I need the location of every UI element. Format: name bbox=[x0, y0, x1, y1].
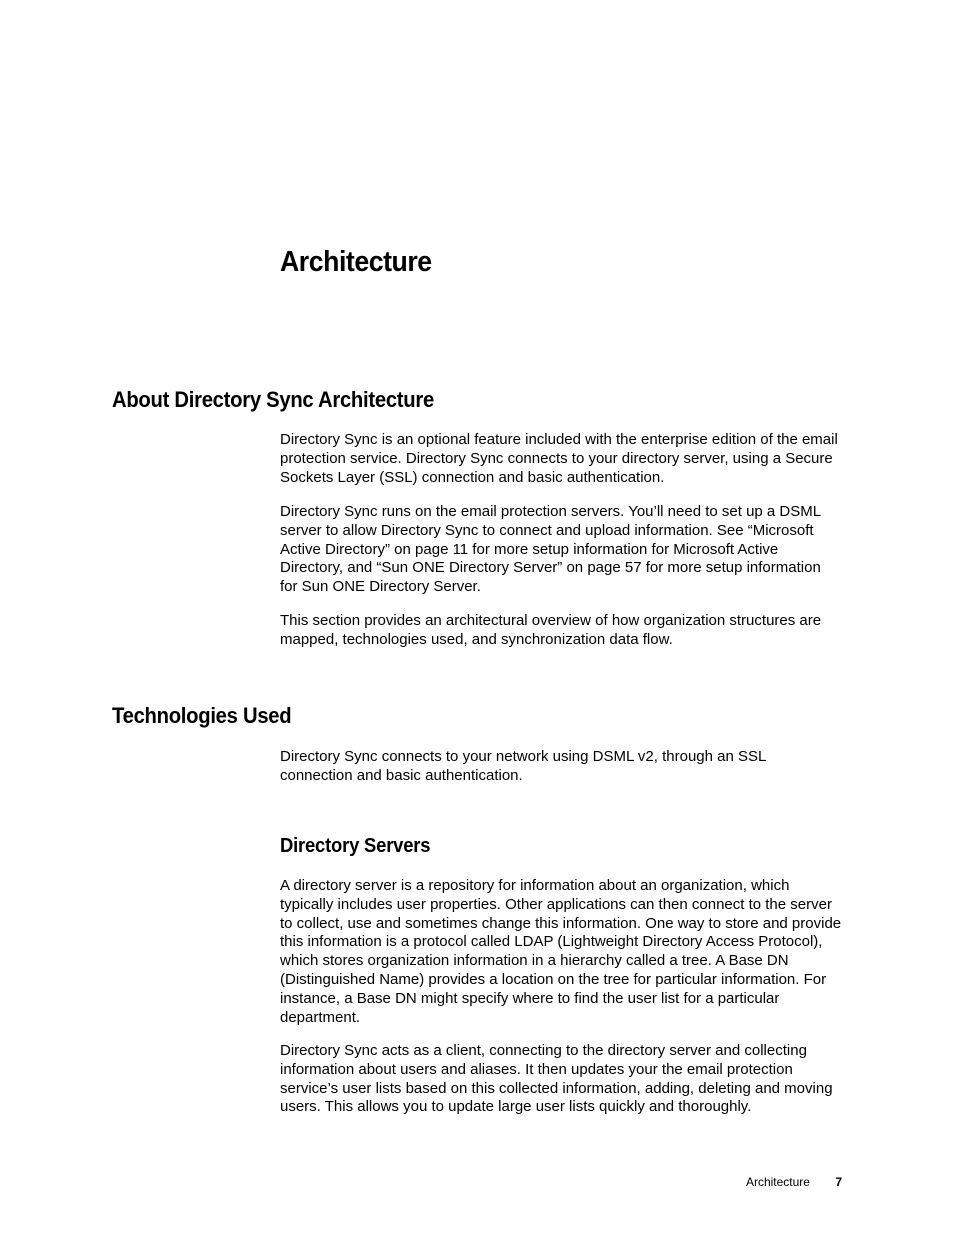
section-heading-about: About Directory Sync Architecture bbox=[112, 387, 434, 412]
paragraph: Directory Sync runs on the email protection servers. You’ll need to set up a DSML server to allow Directory Sync to connect and upload information. See “Microsoft Active Directory” on page 11 for more setup information for Microsoft Active Directory, and “Sun ONE Directory Server” on page 57 for more setup information for Sun ONE Directory Server. bbox=[280, 503, 821, 596]
page-number: 7 bbox=[835, 1175, 842, 1189]
paragraph: Directory Sync is an optional feature included with the enterprise edition of the email protection service. Directory Sync connects to your directory server, using a Secure Sockets Layer (SSL) connection and basic authentication. bbox=[280, 431, 838, 486]
subsection-heading-directory-servers: Directory Servers bbox=[280, 835, 431, 857]
paragraph: Directory Sync acts as a client, connecting to the directory server and collecting information about users and aliases. It then updates your the email protection service’s user lists based on this collected information, adding, deleting and moving users. This allows you to update large user lists quickly and thoroughly. bbox=[280, 1042, 833, 1116]
paragraph: Directory Sync connects to your network using DSML v2, through an SSL connection and basic authentication. bbox=[280, 748, 766, 784]
paragraph: This section provides an architectural overview of how organization structures are mapped, technologies used, and synchronization data flow. bbox=[280, 612, 822, 648]
section-heading-technologies: Technologies Used bbox=[112, 703, 292, 728]
page-footer bbox=[746, 1175, 842, 1189]
paragraph: A directory server is a repository for information about an organization, which typically includes user properties. Other applications can then connect to the server to collect, use and sometimes change this information. One way to store and provide this information is a protocol called LDAP (Lightweight Directory Access Protocol), which stores organization information in a hierarchy called a tree. A Base DN (Distinguished Name) provides a location on the tree for particular information. For instance, a Base DN might specify where to find the user list for a particular department. bbox=[280, 877, 842, 1026]
footer-section-label: Architecture bbox=[745, 1175, 810, 1189]
chapter-title: Architecture bbox=[280, 246, 432, 278]
